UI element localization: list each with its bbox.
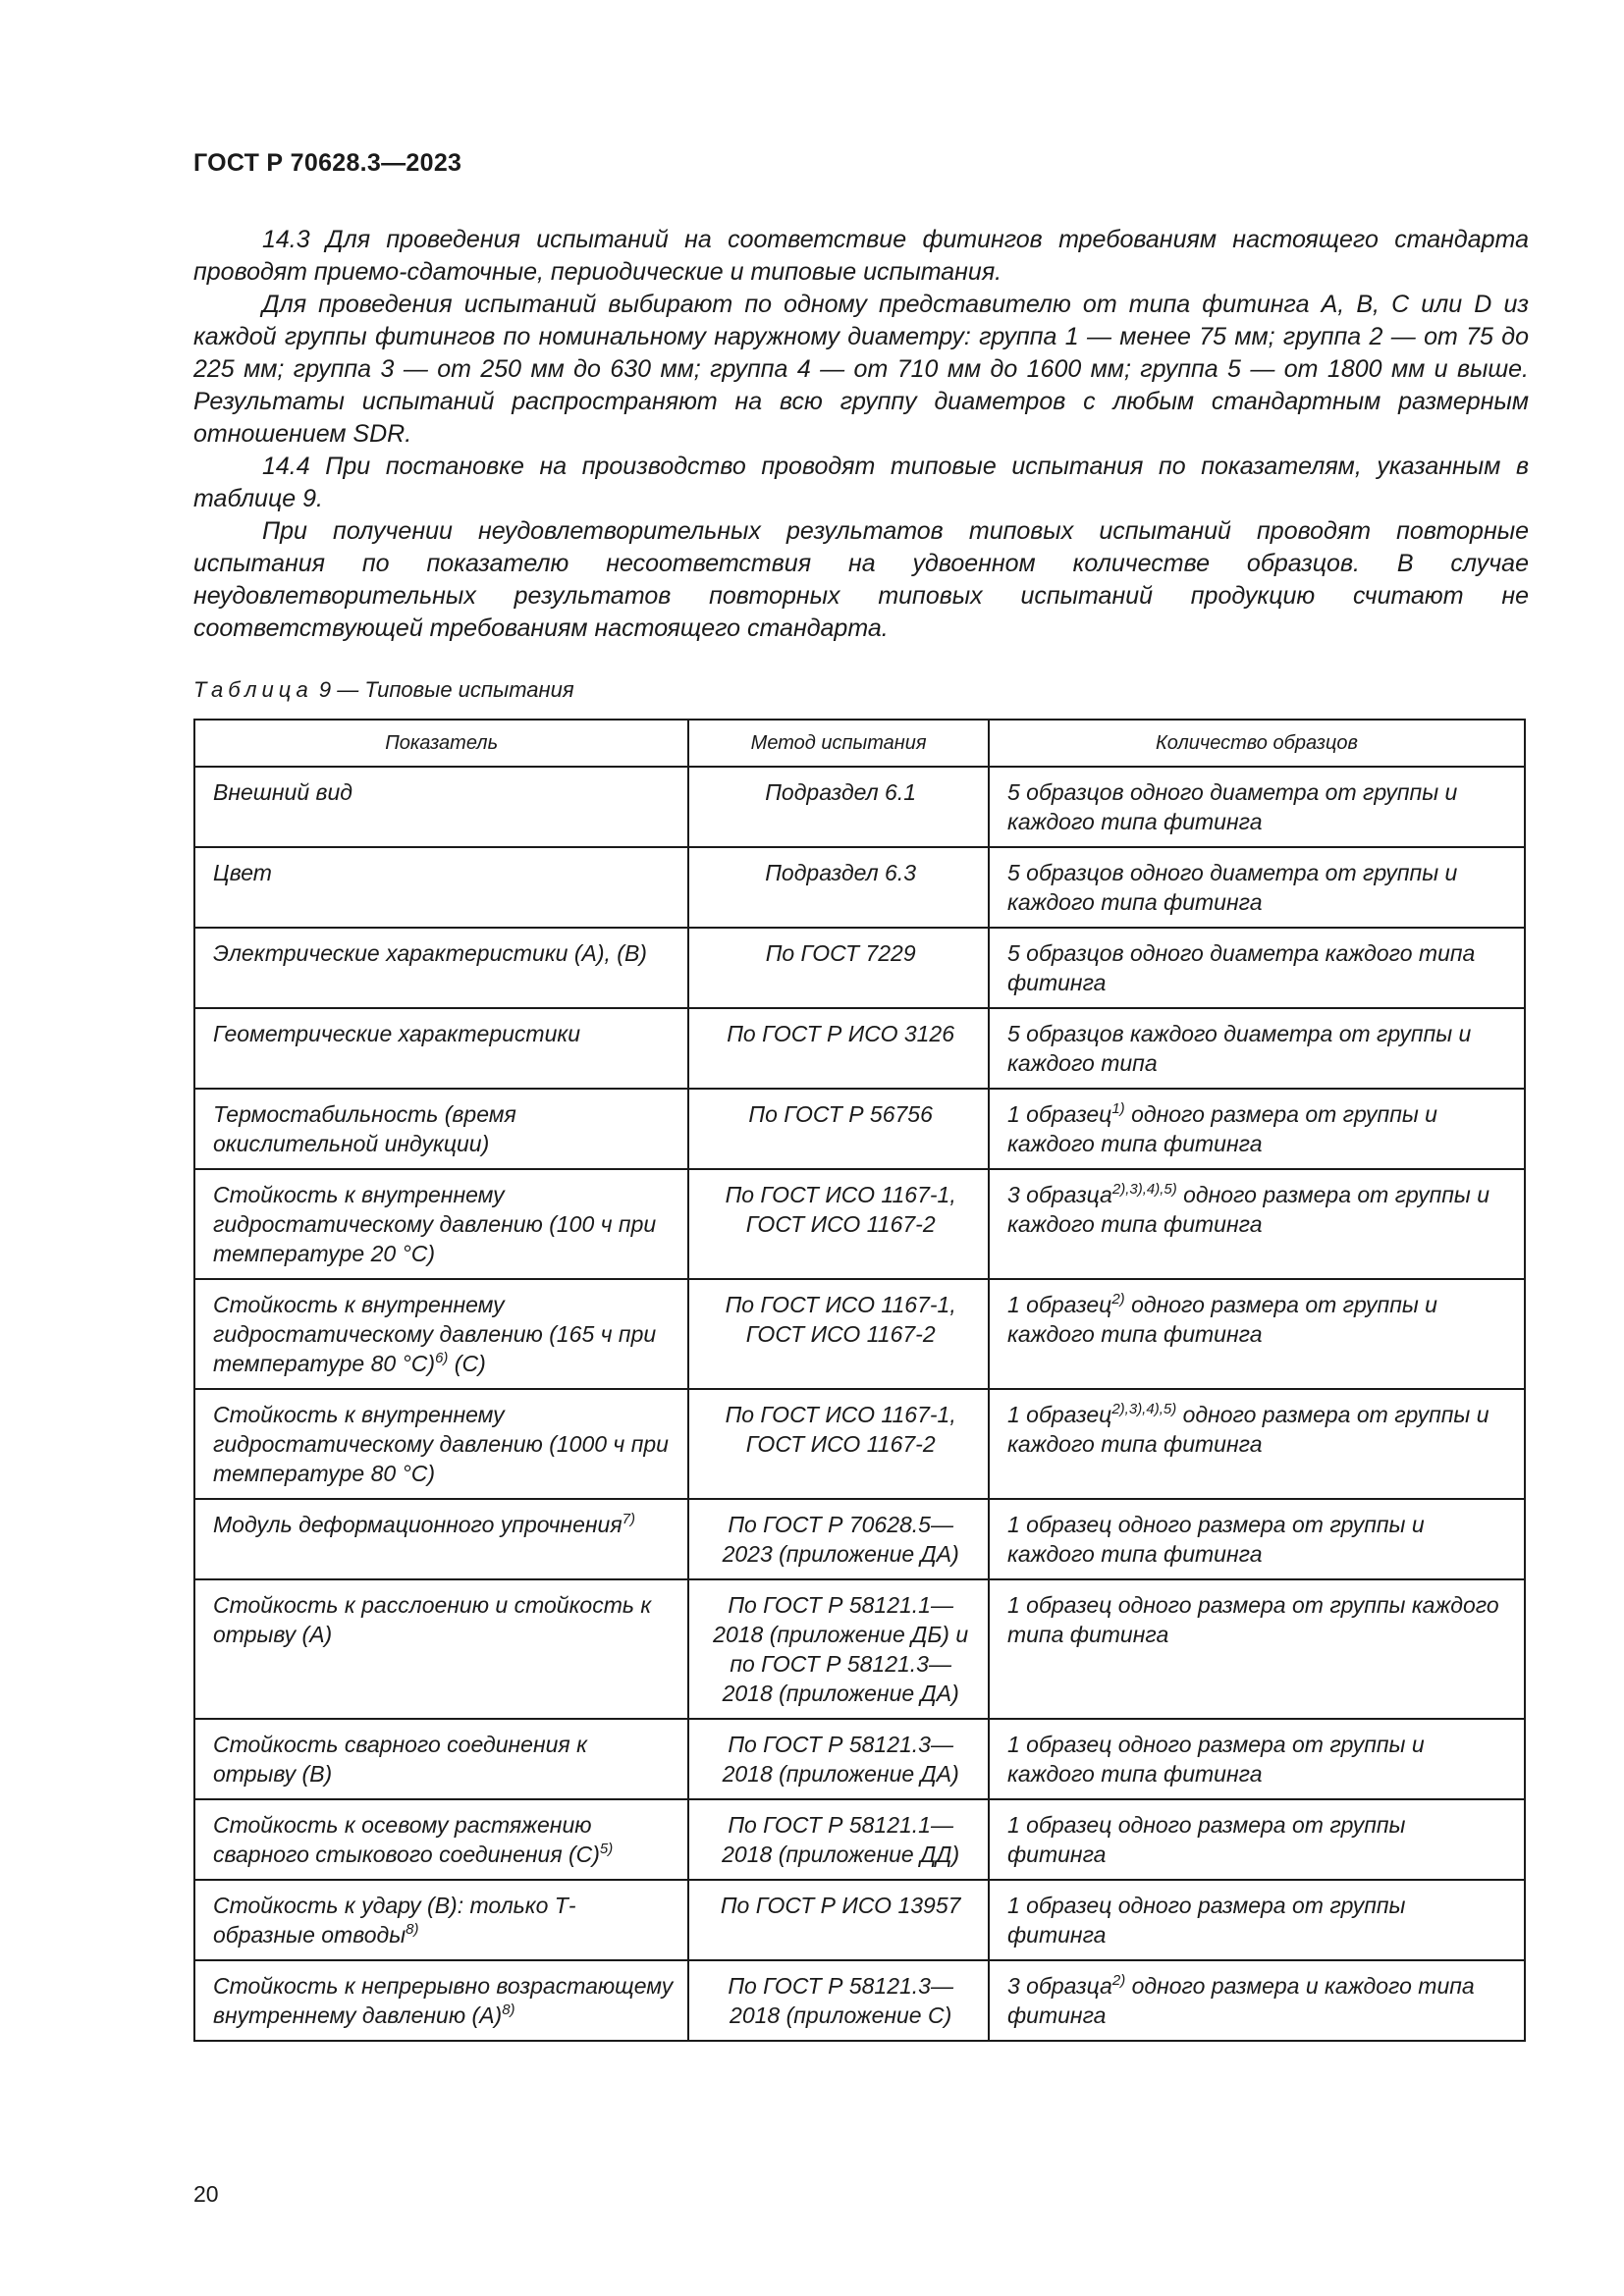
column-header-samples: Количество образцов: [989, 720, 1525, 767]
footnote-ref: 2): [1111, 1291, 1125, 1308]
samples-cell: [989, 1169, 1525, 1279]
method-cell: По ГОСТ Р 58121.3—2018 (приложение ДА): [688, 1719, 989, 1799]
samples-cell: 5 образцов каждого диаметра от группы и каждого типа: [989, 1008, 1525, 1089]
samples-text: одного размера от группы и каждого типа фитинга: [1006, 1101, 1437, 1156]
table-header-row: [194, 720, 1525, 767]
samples-cell: [989, 1389, 1525, 1499]
table-row: [194, 928, 1525, 1008]
indicator-text: Стойкость к внутреннему гидростатическому давлению (165 ч при температуре 80 °С): [213, 1292, 657, 1376]
footnote-ref: 2): [1111, 1972, 1126, 1989]
method-cell: По ГОСТ Р 56756: [688, 1089, 989, 1169]
samples-text: 3 образца: [1006, 1973, 1112, 1999]
samples-text: одного размера от группы и каждого типа фитинга: [1006, 1402, 1489, 1457]
method-cell: По ГОСТ Р ИСО 13957: [688, 1880, 989, 1960]
column-header-method: Метод испытания: [688, 720, 989, 767]
samples-cell: [989, 1089, 1525, 1169]
footnote-ref: 2),3),4),5): [1111, 1401, 1177, 1417]
table-row: [194, 1719, 1525, 1799]
method-cell: По ГОСТ Р 58121.1—2018 (приложение ДБ) и по ГОСТ Р 58121.3—2018 (приложение ДА): [688, 1579, 989, 1719]
method-cell: По ГОСТ Р 58121.3—2018 (приложение С): [688, 1960, 989, 2041]
samples-text: 1 образец: [1006, 1292, 1112, 1317]
samples-cell: 1 образец одного размера от группы каждого типа фитинга: [989, 1579, 1525, 1719]
indicator-cell: [194, 1279, 688, 1389]
method-cell: По ГОСТ Р 58121.1—2018 (приложение ДД): [688, 1799, 989, 1880]
method-cell: По ГОСТ ИСО 1167-1, ГОСТ ИСО 1167-2: [688, 1169, 989, 1279]
samples-cell: 5 образцов одного диаметра каждого типа фитинга: [989, 928, 1525, 1008]
indicator-text: Модуль деформационного упрочнения: [213, 1512, 623, 1537]
method-cell: По ГОСТ 7229: [688, 928, 989, 1008]
samples-cell: [989, 1960, 1525, 2041]
indicator-text: (С): [448, 1351, 486, 1376]
paragraph-retest: При получении неудовлетворительных результатов типовых испытаний проводят повторные испытания по показателю несоответствия на удвоенном количестве образцов. В случае неудовлетворительных результатов повторных типовых испытаний продукцию считают не соответствующей требованиям настоящего стандарта.: [193, 517, 1529, 642]
indicator-cell: [194, 1499, 688, 1579]
method-cell: По ГОСТ ИСО 1167-1, ГОСТ ИСО 1167-2: [688, 1389, 989, 1499]
page-number: 20: [193, 2181, 219, 2207]
indicator-cell: Стойкость к внутреннему гидростатическому давлению (100 ч при температуре 20 °С): [194, 1169, 688, 1279]
table-caption-label: Таблица: [193, 677, 313, 702]
indicator-cell: Термостабильность (время окислительной индукции): [194, 1089, 688, 1169]
body-text: [193, 224, 1529, 645]
indicator-cell: Стойкость к внутреннему гидростатическому давлению (1000 ч при температуре 80 °С): [194, 1389, 688, 1499]
indicator-text: Стойкость к удару (В): только Т-образные отводы: [213, 1893, 576, 1948]
footnote-ref: 6): [435, 1350, 449, 1366]
indicator-cell: Внешний вид: [194, 767, 688, 847]
table-row: [194, 1279, 1525, 1389]
samples-cell: 1 образец одного размера от группы фитинга: [989, 1799, 1525, 1880]
table-row: [194, 1008, 1525, 1089]
paragraph-group-selection: Для проведения испытаний выбирают по одному представителю от типа фитинга А, В, С или D из каждой группы фитингов по номинальному наружному диаметру: группа 1 — менее 75 мм; группа 2 — от 75 до 225 мм; группа 3 — от 250 мм до 630 мм; группа 4 — от 710 мм до 1600 мм; группа 5 — от 1800 мм и выше. Результаты испытаний распространяют на всю группу диаметров с любым стандартным размерным отношением SDR.: [193, 291, 1529, 448]
indicator-text: Стойкость к непрерывно возрастающему внутреннему давлению (А): [213, 1973, 674, 2028]
table-row: [194, 767, 1525, 847]
indicator-cell: Стойкость к расслоению и стойкость к отрыву (А): [194, 1579, 688, 1719]
samples-cell: [989, 1279, 1525, 1389]
indicator-text: Стойкость к осевому растяжению сварного стыкового соединения (С): [213, 1812, 600, 1867]
samples-cell: 1 образец одного размера от группы и каждого типа фитинга: [989, 1719, 1525, 1799]
indicator-cell: Геометрические характеристики: [194, 1008, 688, 1089]
samples-cell: 5 образцов одного диаметра от группы и каждого типа фитинга: [989, 847, 1525, 928]
column-header-indicator: Показатель: [194, 720, 688, 767]
method-cell: По ГОСТ Р ИСО 3126: [688, 1008, 989, 1089]
table-row: [194, 1089, 1525, 1169]
table-row: [194, 1579, 1525, 1719]
samples-cell: 5 образцов одного диаметра от группы и каждого типа фитинга: [989, 767, 1525, 847]
indicator-cell: Стойкость сварного соединения к отрыву (В): [194, 1719, 688, 1799]
table-caption-title: 9 — Типовые испытания: [312, 677, 574, 702]
paragraph-14-3: 14.3 Для проведения испытаний на соответствие фитингов требованиям настоящего стандарта проводят приемо-сдаточные, периодические и типовые испытания.: [193, 226, 1529, 286]
indicator-cell: [194, 1799, 688, 1880]
footnote-ref: 5): [599, 1841, 614, 1857]
footnote-ref: 1): [1111, 1100, 1125, 1117]
samples-text: 1 образец: [1006, 1101, 1112, 1127]
indicator-cell: [194, 1880, 688, 1960]
table-row: [194, 847, 1525, 928]
method-cell: По ГОСТ ИСО 1167-1, ГОСТ ИСО 1167-2: [688, 1279, 989, 1389]
table-caption: [193, 677, 574, 703]
footnote-ref: 8): [502, 2002, 515, 2018]
table-row: [194, 1880, 1525, 1960]
indicator-cell: Цвет: [194, 847, 688, 928]
type-tests-table: [193, 719, 1526, 2042]
samples-text: одного размера и каждого типа фитинга: [1006, 1973, 1475, 2028]
samples-text: 3 образца: [1006, 1182, 1112, 1207]
footnote-ref: 2),3),4),5): [1111, 1181, 1177, 1198]
indicator-cell: [194, 1960, 688, 2041]
samples-text: одного размера от группы и каждого типа фитинга: [1006, 1292, 1437, 1347]
table-row: [194, 1389, 1525, 1499]
document-header: ГОСТ Р 70628.3—2023: [193, 149, 462, 177]
table-row: [194, 1960, 1525, 2041]
method-cell: По ГОСТ Р 70628.5—2023 (приложение ДА): [688, 1499, 989, 1579]
table-row: [194, 1799, 1525, 1880]
paragraph-14-4: 14.4 При постановке на производство проводят типовые испытания по показателям, указанным в таблице 9.: [193, 453, 1529, 512]
footnote-ref: 7): [622, 1511, 635, 1527]
method-cell: Подраздел 6.1: [688, 767, 989, 847]
table-row: [194, 1499, 1525, 1579]
samples-text: одного размера от группы и каждого типа фитинга: [1006, 1182, 1490, 1237]
samples-text: 1 образец: [1006, 1402, 1112, 1427]
samples-cell: 1 образец одного размера от группы и каждого типа фитинга: [989, 1499, 1525, 1579]
indicator-cell: Электрические характеристики (А), (В): [194, 928, 688, 1008]
samples-cell: 1 образец одного размера от группы фитинга: [989, 1880, 1525, 1960]
footnote-ref: 8): [406, 1921, 419, 1938]
method-cell: Подраздел 6.3: [688, 847, 989, 928]
table-row: [194, 1169, 1525, 1279]
